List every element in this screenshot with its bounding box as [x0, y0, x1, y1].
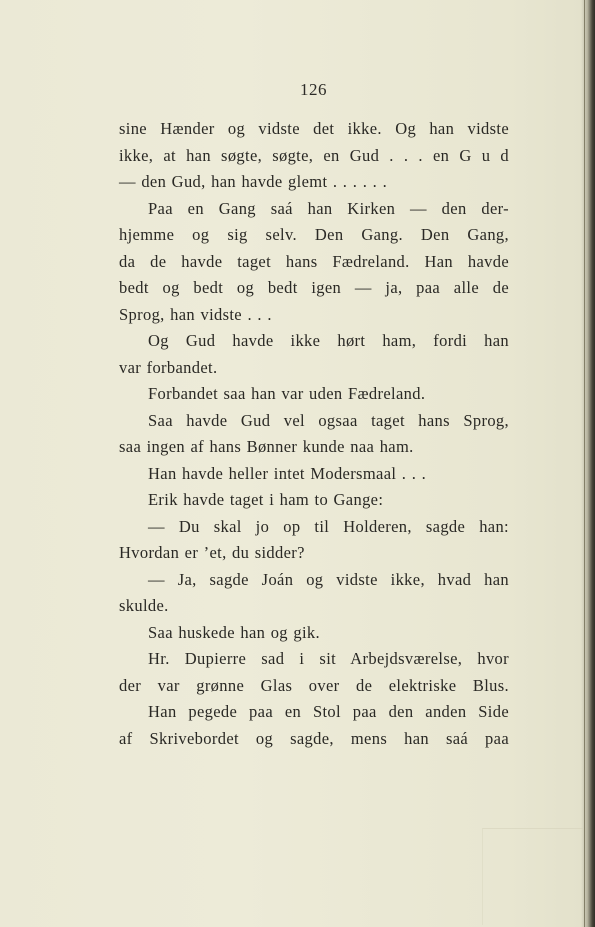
text-line: Forbandet saa han var uden Fædreland.	[148, 384, 426, 403]
page-number: 126	[300, 80, 327, 99]
text-line: Hr. Dupierre sad i sit Arbejdsværelse, hvor	[148, 649, 509, 668]
text-line: — den Gud, han havde glemt . . . . . .	[119, 172, 388, 191]
page-edge-shadow	[581, 0, 595, 927]
text-line: ikke, at han søgte, søgte, en Gud . . . en G u d	[119, 145, 509, 165]
text-line: Paa en Gang saá han Kirken — den der-	[148, 198, 509, 218]
text-line: skulde.	[119, 596, 169, 615]
text-line: da de havde taget hans Fædreland. Han havde	[119, 251, 509, 271]
text-line: der var grønne Glas over de elektriske Blus.	[119, 675, 509, 695]
text-line: bedt og bedt og bedt igen — ja, paa alle de	[119, 278, 509, 297]
text-line: Hvordan er ’et, du sidder?	[119, 543, 305, 562]
text-line: af Skrivebordet og sagde, mens han saá paa	[119, 728, 509, 748]
text-line: Og Gud havde ikke hørt ham, fordi han	[148, 331, 509, 350]
text-line: Han pegede paa en Stol paa den anden Side	[148, 702, 509, 721]
text-line: — Du skal jo op til Holderen, sagde han:	[148, 516, 509, 536]
text-line: Saa havde Gud vel ogsaa taget hans Sprog,	[148, 410, 509, 430]
text-line: sine Hænder og vidste det ikke. Og han vidste	[119, 119, 509, 138]
text-line: saa ingen af hans Bønner kunde naa ham.	[119, 437, 414, 456]
text-line: Han havde heller intet Modersmaal . . .	[148, 463, 427, 483]
text-line: — Ja, sagde Joán og vidste ikke, hvad han	[148, 569, 509, 589]
text-line: hjemme og sig selv. Den Gang. Den Gang,	[119, 225, 509, 244]
text-line: var forbandet.	[119, 357, 218, 377]
bleed-through-mark	[482, 828, 583, 925]
text-line: Saa huskede han og gik.	[148, 622, 320, 642]
text-line: Erik havde taget i ham to Gange:	[148, 490, 384, 509]
text-line: Sprog, han vidste . . .	[119, 304, 272, 324]
body-text	[119, 116, 509, 752]
